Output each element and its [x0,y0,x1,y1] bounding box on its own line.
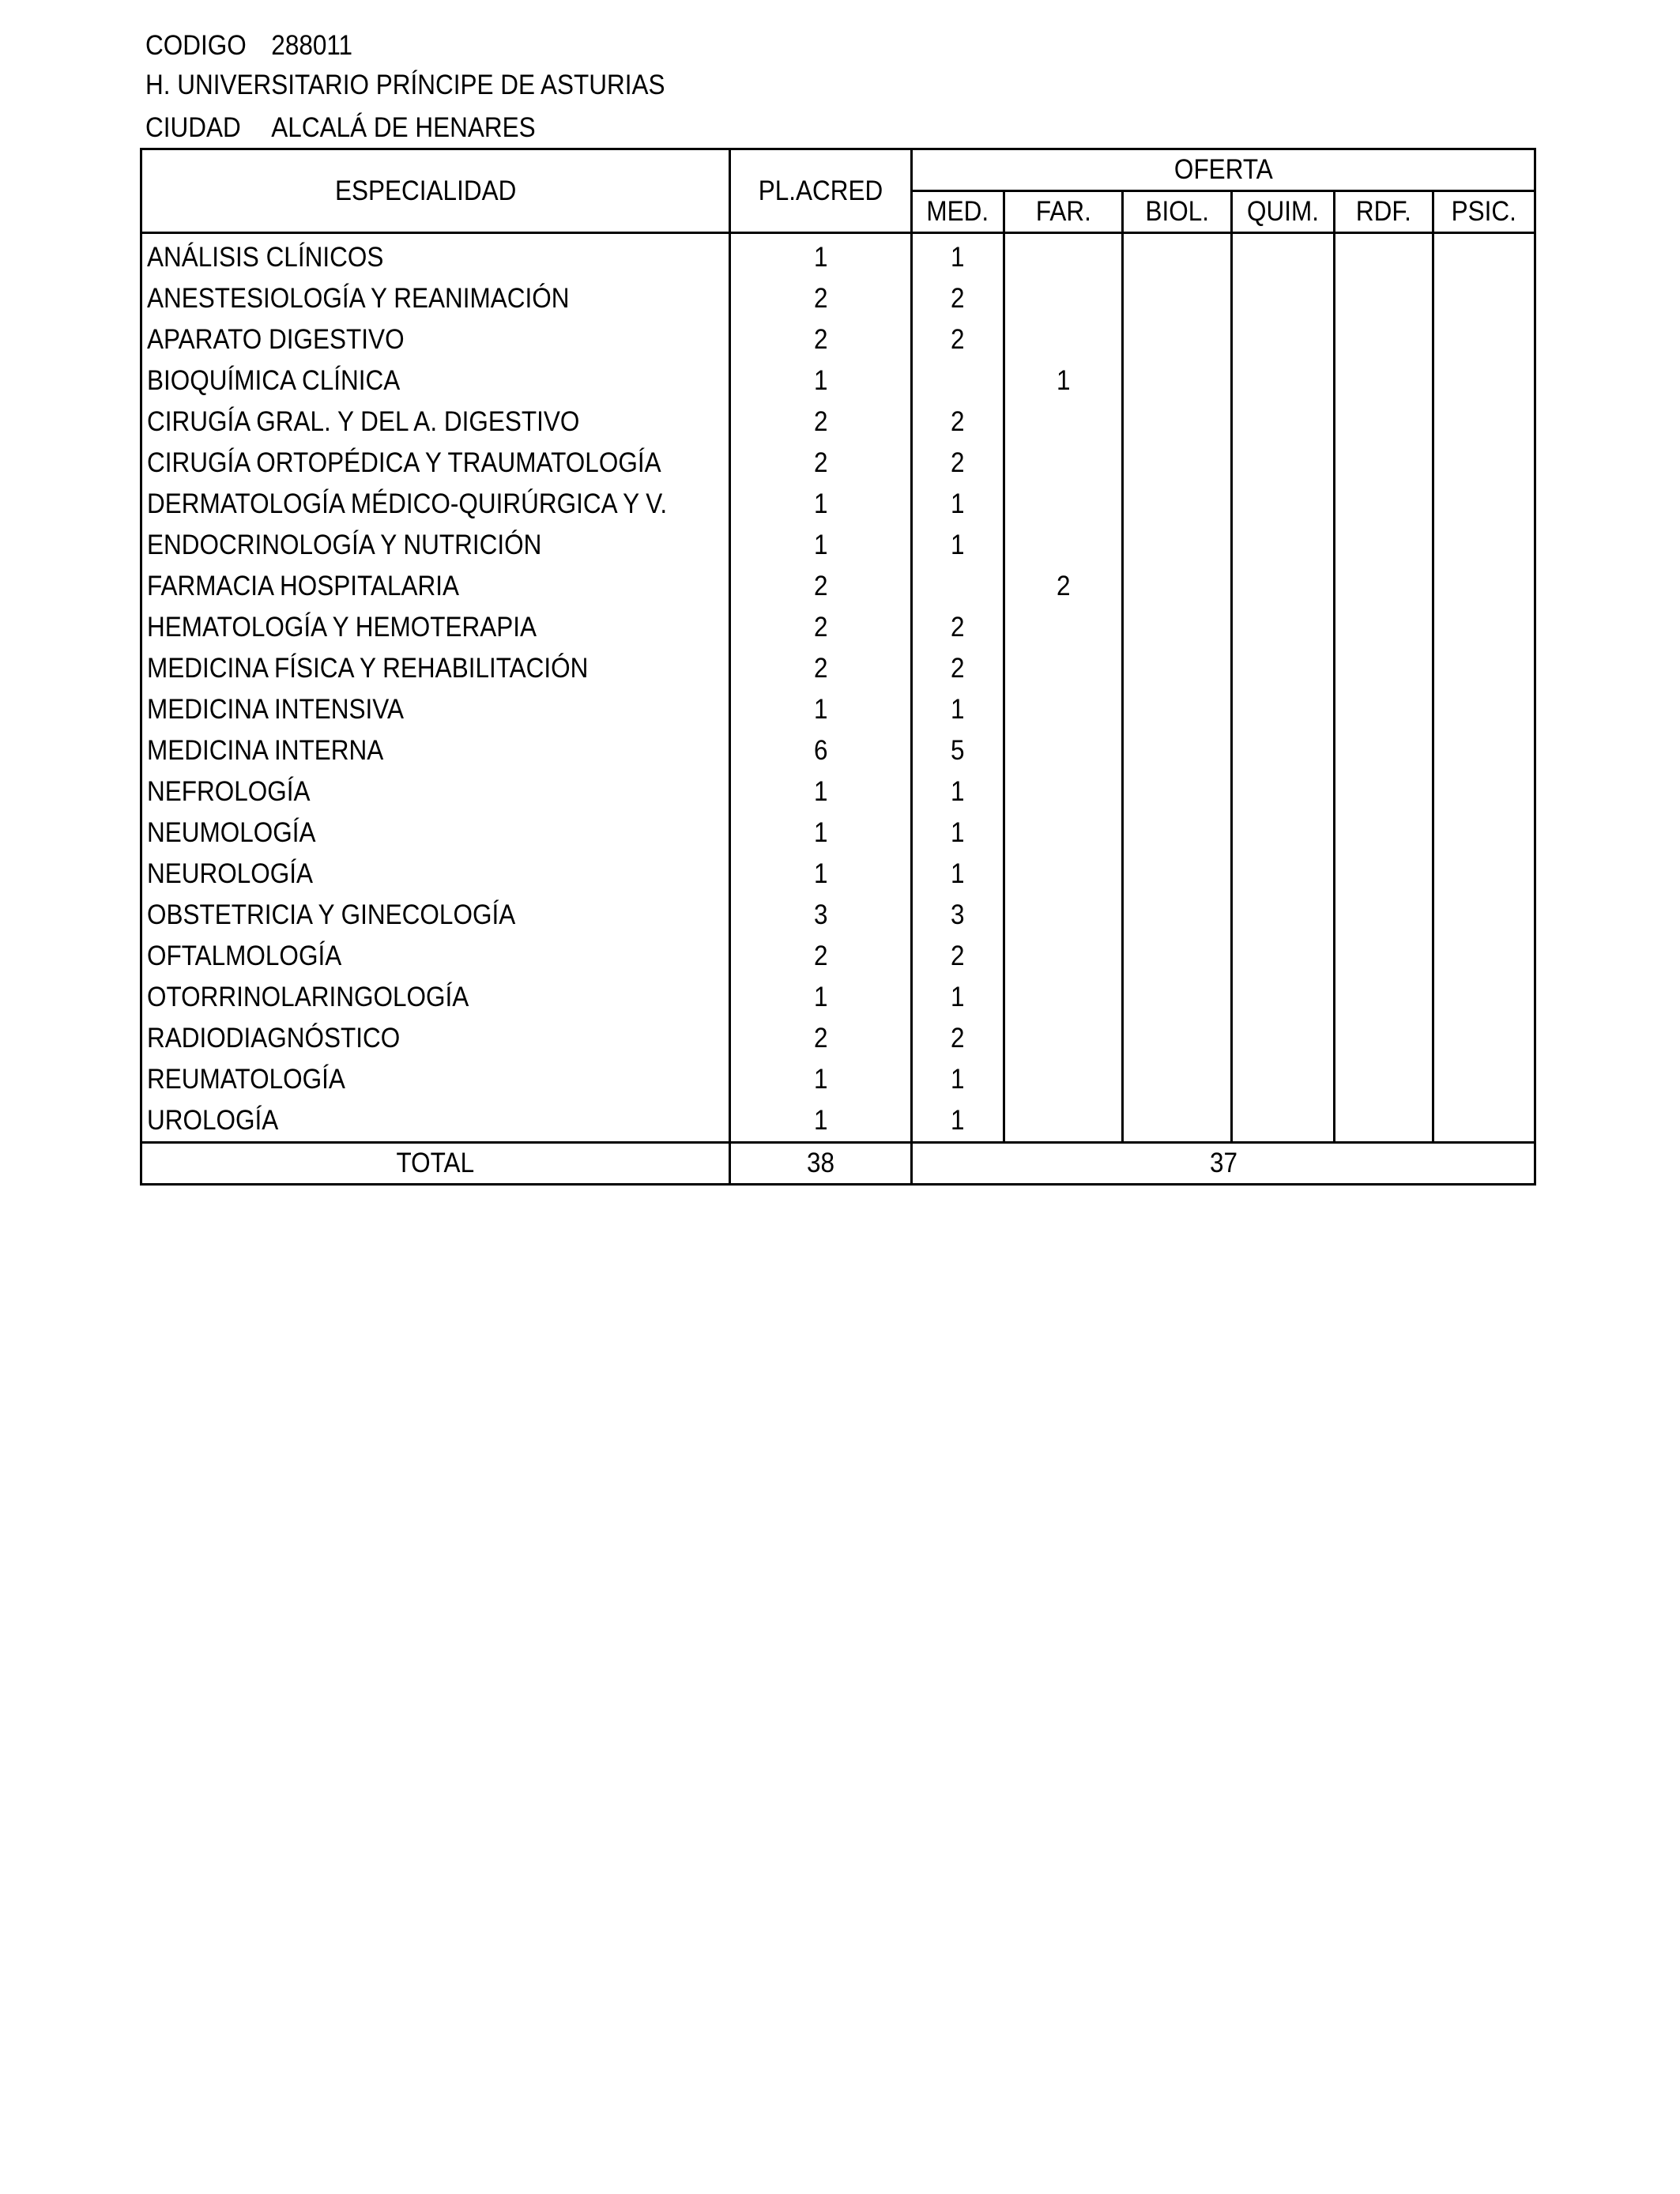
cell-rdf [1335,977,1433,1018]
cell-rdf [1335,936,1433,977]
cell-rdf [1335,607,1433,648]
cell-far [1004,401,1123,443]
table-row [141,401,1535,443]
cell-psic [1433,443,1535,484]
cell-far [1004,895,1123,936]
table-row [141,936,1535,977]
cell-psic [1433,319,1535,360]
cell-med: 2 [912,936,1004,977]
cell-especialidad: NEFROLOGÍA [141,771,730,812]
cell-rdf [1335,812,1433,854]
cell-quim [1232,607,1335,648]
cell-quim [1232,278,1335,319]
cell-med: 2 [912,401,1004,443]
table-body [141,233,1535,1143]
cell-quim [1232,1059,1335,1100]
cell-rdf [1335,771,1433,812]
cell-psic [1433,854,1535,895]
cell-rdf [1335,1100,1433,1143]
cell-med: 2 [912,319,1004,360]
table-row [141,771,1535,812]
cell-rdf [1335,443,1433,484]
subheader-biol: BIOL. [1123,191,1232,233]
ciudad-value: ALCALÁ DE HENARES [271,112,536,143]
cell-especialidad: OBSTETRICIA Y GINECOLOGÍA [141,895,730,936]
table-row [141,233,1535,279]
table-row [141,648,1535,689]
cell-rdf [1335,1018,1433,1059]
cell-rdf [1335,895,1433,936]
subheader-far: FAR. [1004,191,1123,233]
cell-med: 2 [912,607,1004,648]
total-placred: 38 [730,1143,912,1185]
cell-med [912,566,1004,607]
table-row [141,319,1535,360]
cell-biol [1123,1018,1232,1059]
cell-far: 1 [1004,360,1123,401]
codigo-line [145,30,353,62]
cell-especialidad: MEDICINA INTERNA [141,730,730,771]
cell-med: 1 [912,689,1004,730]
cell-especialidad: HEMATOLOGÍA Y HEMOTERAPIA [141,607,730,648]
cell-quim [1232,360,1335,401]
cell-psic [1433,566,1535,607]
cell-especialidad: ANESTESIOLOGÍA Y REANIMACIÓN [141,278,730,319]
cell-pl: 1 [730,233,912,279]
table-row [141,812,1535,854]
cell-pl: 1 [730,977,912,1018]
cell-psic [1433,1059,1535,1100]
cell-pl: 2 [730,443,912,484]
cell-pl: 2 [730,648,912,689]
cell-quim [1232,484,1335,525]
cell-quim [1232,443,1335,484]
cell-far [1004,1018,1123,1059]
cell-quim [1232,566,1335,607]
cell-pl: 2 [730,401,912,443]
table-row [141,730,1535,771]
cell-psic [1433,278,1535,319]
cell-med: 1 [912,812,1004,854]
cell-rdf [1335,278,1433,319]
codigo-value: 288011 [271,30,353,61]
cell-especialidad: BIOQUÍMICA CLÍNICA [141,360,730,401]
cell-biol [1123,278,1232,319]
cell-pl: 1 [730,1059,912,1100]
cell-med: 2 [912,648,1004,689]
cell-rdf [1335,401,1433,443]
table-row [141,360,1535,401]
cell-med: 1 [912,1059,1004,1100]
cell-especialidad: OTORRINOLARINGOLOGÍA [141,977,730,1018]
cell-far [1004,771,1123,812]
cell-pl: 1 [730,854,912,895]
cell-med: 2 [912,278,1004,319]
cell-med: 2 [912,1018,1004,1059]
col-header-placred: PL.ACRED [730,149,912,233]
cell-rdf [1335,730,1433,771]
cell-biol [1123,233,1232,279]
subheader-quim: QUIM. [1232,191,1335,233]
cell-biol [1123,895,1232,936]
total-row [141,1143,1535,1185]
cell-psic [1433,1018,1535,1059]
cell-biol [1123,730,1232,771]
cell-biol [1123,566,1232,607]
total-oferta: 37 [912,1143,1535,1185]
cell-pl: 1 [730,360,912,401]
cell-especialidad: NEUMOLOGÍA [141,812,730,854]
total-label: TOTAL [141,1143,730,1185]
cell-rdf [1335,689,1433,730]
cell-especialidad: APARATO DIGESTIVO [141,319,730,360]
cell-especialidad: CIRUGÍA ORTOPÉDICA Y TRAUMATOLOGÍA [141,443,730,484]
cell-far [1004,607,1123,648]
cell-biol [1123,484,1232,525]
table-row [141,278,1535,319]
cell-quim [1232,689,1335,730]
cell-biol [1123,771,1232,812]
cell-pl: 2 [730,607,912,648]
cell-med: 2 [912,443,1004,484]
cell-psic [1433,484,1535,525]
cell-far [1004,233,1123,279]
cell-especialidad: UROLOGÍA [141,1100,730,1143]
cell-quim [1232,936,1335,977]
cell-far [1004,443,1123,484]
cell-pl: 1 [730,771,912,812]
cell-biol [1123,443,1232,484]
cell-med [912,360,1004,401]
cell-far [1004,319,1123,360]
cell-psic [1433,812,1535,854]
table-row [141,1018,1535,1059]
table-row [141,854,1535,895]
cell-med: 1 [912,977,1004,1018]
cell-psic [1433,525,1535,566]
cell-psic [1433,401,1535,443]
cell-biol [1123,977,1232,1018]
cell-med: 1 [912,1100,1004,1143]
cell-rdf [1335,648,1433,689]
cell-med: 1 [912,854,1004,895]
cell-far [1004,648,1123,689]
cell-biol [1123,1100,1232,1143]
cell-biol [1123,607,1232,648]
table-row [141,443,1535,484]
table-row [141,977,1535,1018]
cell-pl: 2 [730,936,912,977]
cell-far [1004,977,1123,1018]
cell-biol [1123,936,1232,977]
cell-pl: 2 [730,278,912,319]
cell-psic [1433,730,1535,771]
table-row [141,525,1535,566]
cell-quim [1232,1100,1335,1143]
subheader-med: MED. [912,191,1004,233]
cell-especialidad: REUMATOLOGÍA [141,1059,730,1100]
cell-especialidad: ANÁLISIS CLÍNICOS [141,233,730,279]
cell-far [1004,525,1123,566]
cell-far [1004,730,1123,771]
cell-quim [1232,977,1335,1018]
col-header-especialidad: ESPECIALIDAD [141,149,730,233]
cell-quim [1232,895,1335,936]
cell-biol [1123,689,1232,730]
subheader-rdf: RDF. [1335,191,1433,233]
cell-far [1004,278,1123,319]
cell-quim [1232,771,1335,812]
cell-psic [1433,233,1535,279]
cell-med: 5 [912,730,1004,771]
cell-rdf [1335,360,1433,401]
hospital-name: H. UNIVERSITARIO PRÍNCIPE DE ASTURIAS [145,70,665,100]
cell-especialidad: MEDICINA FÍSICA Y REHABILITACIÓN [141,648,730,689]
cell-pl: 1 [730,484,912,525]
cell-rdf [1335,233,1433,279]
cell-far [1004,484,1123,525]
cell-especialidad: DERMATOLOGÍA MÉDICO-QUIRÚRGICA Y V. [141,484,730,525]
cell-biol [1123,319,1232,360]
cell-biol [1123,1059,1232,1100]
subheader-psic: PSIC. [1433,191,1535,233]
cell-psic [1433,607,1535,648]
cell-far [1004,1059,1123,1100]
cell-pl: 1 [730,525,912,566]
cell-especialidad: FARMACIA HOSPITALARIA [141,566,730,607]
cell-pl: 2 [730,1018,912,1059]
cell-especialidad: CIRUGÍA GRAL. Y DEL A. DIGESTIVO [141,401,730,443]
cell-quim [1232,854,1335,895]
cell-especialidad: NEUROLOGÍA [141,854,730,895]
table-row [141,484,1535,525]
cell-quim [1232,319,1335,360]
cell-psic [1433,1100,1535,1143]
cell-quim [1232,730,1335,771]
cell-pl: 2 [730,566,912,607]
cell-pl: 6 [730,730,912,771]
cell-especialidad: ENDOCRINOLOGÍA Y NUTRICIÓN [141,525,730,566]
table-row [141,1100,1535,1143]
codigo-label: CODIGO [145,30,247,61]
cell-far [1004,1100,1123,1143]
cell-quim [1232,233,1335,279]
cell-biol [1123,360,1232,401]
cell-pl: 2 [730,319,912,360]
cell-rdf [1335,525,1433,566]
cell-pl: 1 [730,812,912,854]
cell-far [1004,812,1123,854]
cell-quim [1232,525,1335,566]
cell-quim [1232,812,1335,854]
ciudad-label: CIUDAD [145,112,241,143]
cell-rdf [1335,854,1433,895]
cell-far [1004,936,1123,977]
cell-biol [1123,648,1232,689]
cell-quim [1232,648,1335,689]
cell-biol [1123,401,1232,443]
cell-especialidad: MEDICINA INTENSIVA [141,689,730,730]
cell-psic [1433,977,1535,1018]
cell-biol [1123,854,1232,895]
table-row [141,1059,1535,1100]
cell-biol [1123,525,1232,566]
cell-med: 3 [912,895,1004,936]
cell-far [1004,854,1123,895]
col-header-oferta: OFERTA [912,149,1535,191]
table-row [141,689,1535,730]
ciudad-line [145,112,536,144]
cell-med: 1 [912,484,1004,525]
cell-far: 2 [1004,566,1123,607]
cell-med: 1 [912,233,1004,279]
cell-biol [1123,812,1232,854]
cell-rdf [1335,319,1433,360]
cell-psic [1433,360,1535,401]
cell-rdf [1335,484,1433,525]
plazas-table [140,148,1536,1186]
cell-pl: 1 [730,689,912,730]
cell-psic [1433,936,1535,977]
cell-psic [1433,895,1535,936]
table-row [141,607,1535,648]
cell-psic [1433,771,1535,812]
cell-especialidad: RADIODIAGNÓSTICO [141,1018,730,1059]
cell-rdf [1335,1059,1433,1100]
cell-med: 1 [912,525,1004,566]
cell-psic [1433,648,1535,689]
cell-pl: 3 [730,895,912,936]
cell-med: 1 [912,771,1004,812]
cell-quim [1232,1018,1335,1059]
cell-pl: 1 [730,1100,912,1143]
cell-rdf [1335,566,1433,607]
cell-especialidad: OFTALMOLOGÍA [141,936,730,977]
table-row [141,566,1535,607]
cell-quim [1232,401,1335,443]
cell-psic [1433,689,1535,730]
table-row [141,895,1535,936]
cell-far [1004,689,1123,730]
